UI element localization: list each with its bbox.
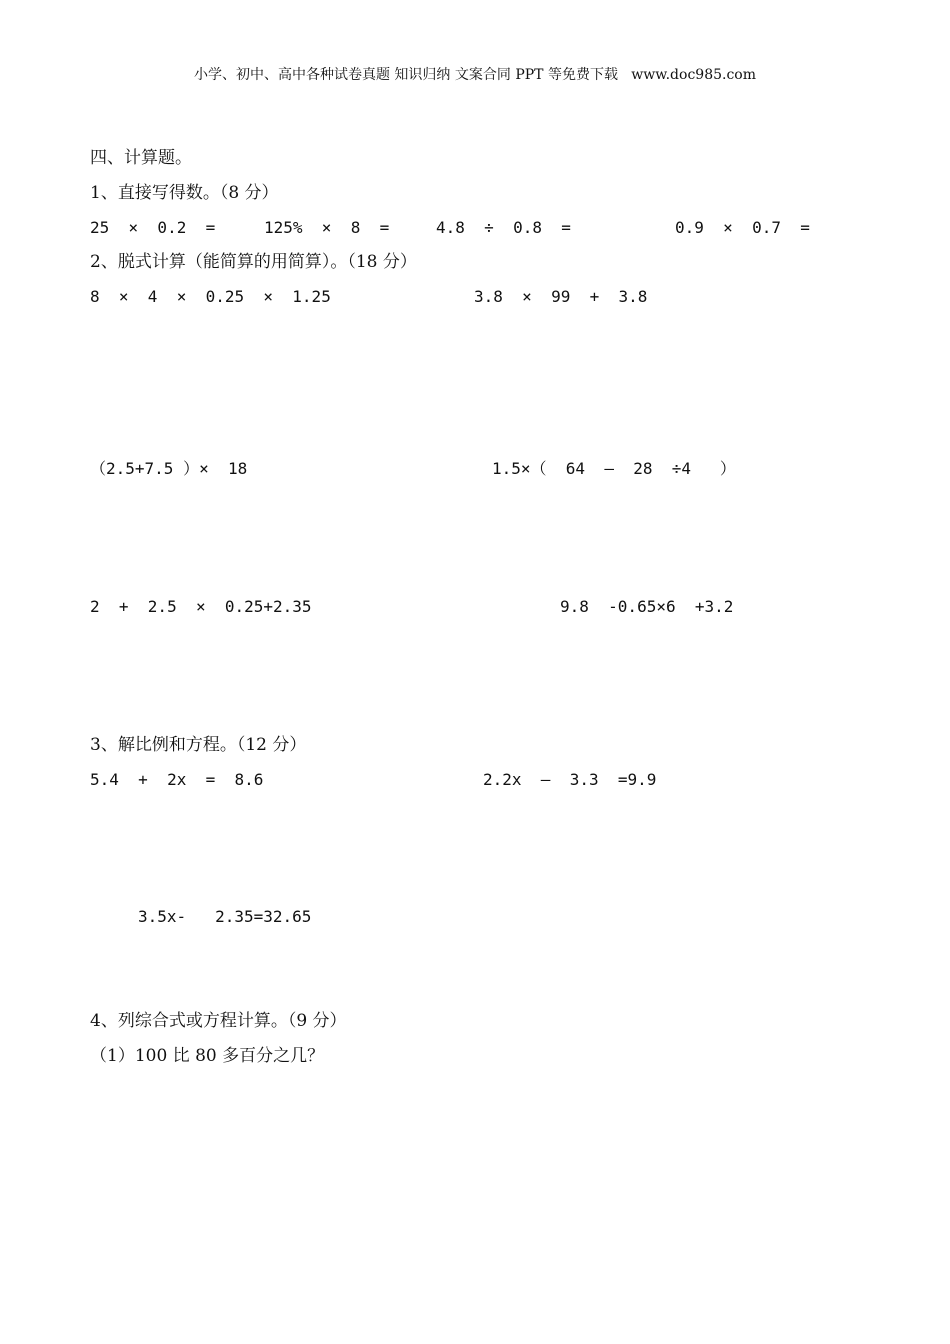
q2-item-2: 3.8 × 99 + 3.8 xyxy=(474,287,648,306)
q2-item-3: （2.5+7.5 ）× 18 xyxy=(90,459,248,478)
q2-item-6: 9.8 -0.65×6 +3.2 xyxy=(560,597,734,616)
q1-item-1: 25 × 0.2 = xyxy=(90,218,216,237)
q1-item-3: 4.8 ÷ 0.8 = xyxy=(436,218,571,237)
q4-item-1: （1）100 比 80 多百分之几？ xyxy=(90,1046,325,1066)
question-2-title: 2、脱式计算（能简算的用简算）。（18 分） xyxy=(90,252,417,272)
question-4-title: 4、列综合式或方程计算。（9 分） xyxy=(90,1011,347,1031)
q3-item-1: 5.4 + 2x = 8.6 xyxy=(90,770,264,789)
q2-item-5: 2 + 2.5 × 0.25+2.35 xyxy=(90,597,312,616)
q3-item-2: 2.2x – 3.3 =9.9 xyxy=(483,770,657,789)
q3-item-3: 3.5x- 2.35=32.65 xyxy=(138,907,312,926)
q2-item-4: 1.5×（ 64 – 28 ÷4 ） xyxy=(492,459,736,478)
page-header: 小学、初中、高中各种试卷真题 知识归纳 文案合同 PPT 等免费下载 www.doc985.com xyxy=(193,67,756,83)
section-title: 四、计算题。 xyxy=(90,148,192,168)
question-1-title: 1、直接写得数。（8 分） xyxy=(90,183,279,203)
q1-item-4: 0.9 × 0.7 = xyxy=(675,218,810,237)
question-3-title: 3、解比例和方程。（12 分） xyxy=(90,735,307,755)
q2-item-1: 8 × 4 × 0.25 × 1.25 xyxy=(90,287,331,306)
q1-item-2: 125% × 8 = xyxy=(264,218,390,237)
